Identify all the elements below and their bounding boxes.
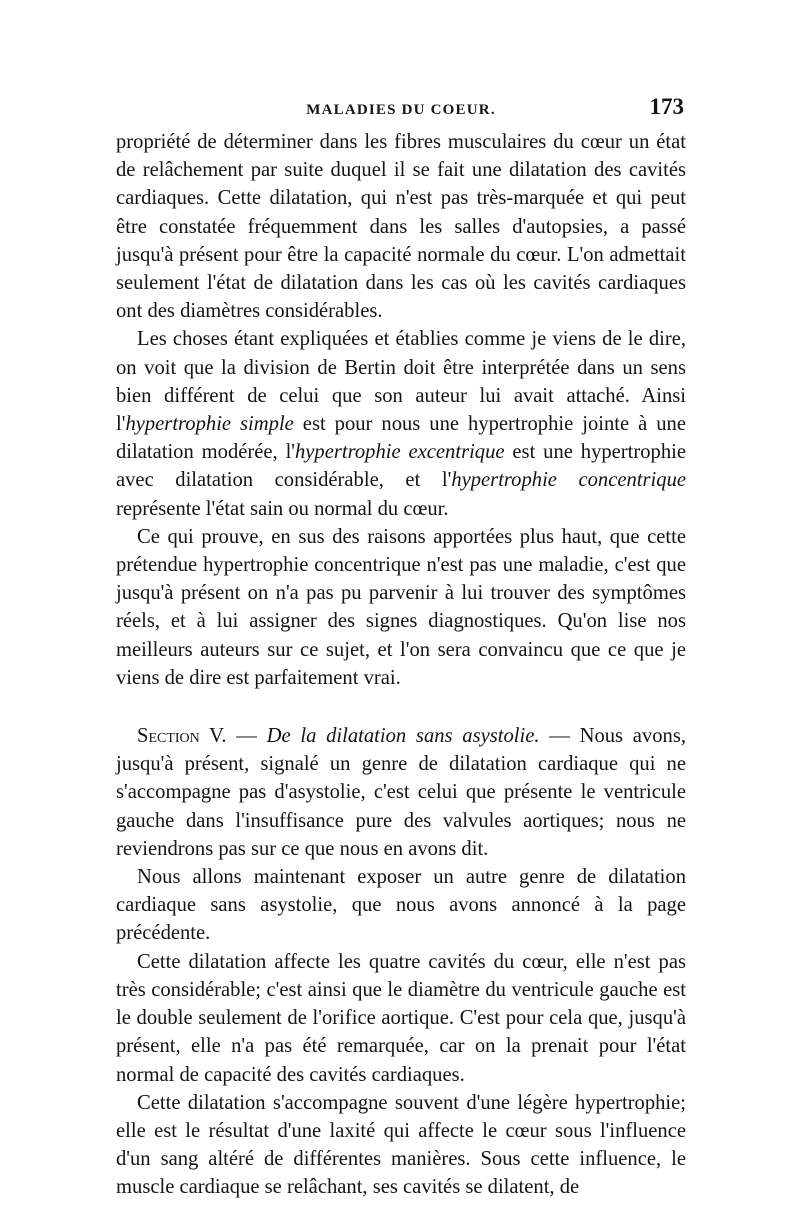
text-run: est pour nous une hypertrophie jointe à une dilatation modérée, l' <box>116 413 686 464</box>
section-text: — Nous avons, jusqu'à présent, signalé un genre de dilatation cardiaque qui ne s'accompagne pas d'asystolie, c'est celui que présente le ventricule gauche dans l'insuffisance pure des valvules aortiques; nous ne reviendrons pas sur ce que nous en avons dit. <box>116 725 686 860</box>
page-number: 173 <box>649 94 684 119</box>
paragraph-bertin-division <box>116 325 686 522</box>
section-heading-paragraph <box>116 722 686 863</box>
body-text <box>116 128 686 1202</box>
term-hypertrophie-concentrique: hypertrophie concentrique <box>451 469 687 492</box>
term-hypertrophie-excentrique: hypertrophie excentrique <box>295 441 505 464</box>
paragraph-continued: propriété de déterminer dans les fibres musculaires du cœur un état de relâchement par suite duquel il se fait une dilatation des cavités cardiaques. Cette dilatation, qui n'est pas très-marquée et qui peut être constatée fréquemment dans les salles d'autopsies, a passé jusqu'à présent pour être la capacité normale du cœur. L'on admettait seulement l'état de dilatation dans les cas où les cavités cardiaques ont des diamètres considérables. <box>116 131 686 323</box>
paragraph-new-genre: Nous allons maintenant exposer un autre genre de dilatation cardiaque sans asystolie, que nous avons annoncé à la page précédente. <box>116 866 686 945</box>
paragraph-hypertrophy: Cette dilatation s'accompagne souvent d'une légère hypertrophie; elle est le résultat d'une laxité qui affecte le cœur sous l'influence d'un sang altéré de différentes manières. Sous cette influence, le muscle cardiaque se relâchant, ses cavités se dilatent, de <box>116 1091 686 1199</box>
running-title: MALADIES DU COEUR. <box>306 102 496 118</box>
section-number: V. — <box>199 725 267 748</box>
text-run: représente l'état sain ou normal du cœur. <box>116 497 449 520</box>
paragraph-four-cavities: Cette dilatation affecte les quatre cavités du cœur, elle n'est pas très considérable; c'est ainsi que le diamètre du ventricule gauche est le double seulement de l'orifice aortique. C'est pour cela que, jusqu'à présent, elle n'a pas été remarquée, car on la prenait pour l'état normal de capacité des cavités cardiaques. <box>116 950 686 1086</box>
text-run: Les choses étant expliquées et établies comme je viens de le dire, on voit que la division de Bertin doit être interprétée dans un sens bien différent de celui que son auteur lui avait attaché. Ainsi l' <box>116 328 686 436</box>
text-run: est une hypertrophie avec dilatation considérable, et l' <box>116 441 686 492</box>
term-hypertrophie-simple: hypertrophie simple <box>125 413 294 436</box>
running-head <box>116 92 686 128</box>
paragraph-proof: Ce qui prouve, en sus des raisons apportées plus haut, que cette prétendue hypertrophie concentrique n'est pas une maladie, c'est que jusqu'à présent on n'a pas pu parvenir à lui trouver des symptômes réels, et à lui assigner des signes diagnostiques. Qu'on lise nos meilleurs auteurs sur ce sujet, et l'on sera convaincu que ce que je viens de dire est parfaitement vrai. <box>116 525 686 689</box>
section-title: De la dilatation sans asystolie. <box>266 725 540 748</box>
section-label: Section <box>137 725 200 748</box>
book-page <box>116 92 686 1202</box>
section-spacer <box>116 692 686 722</box>
